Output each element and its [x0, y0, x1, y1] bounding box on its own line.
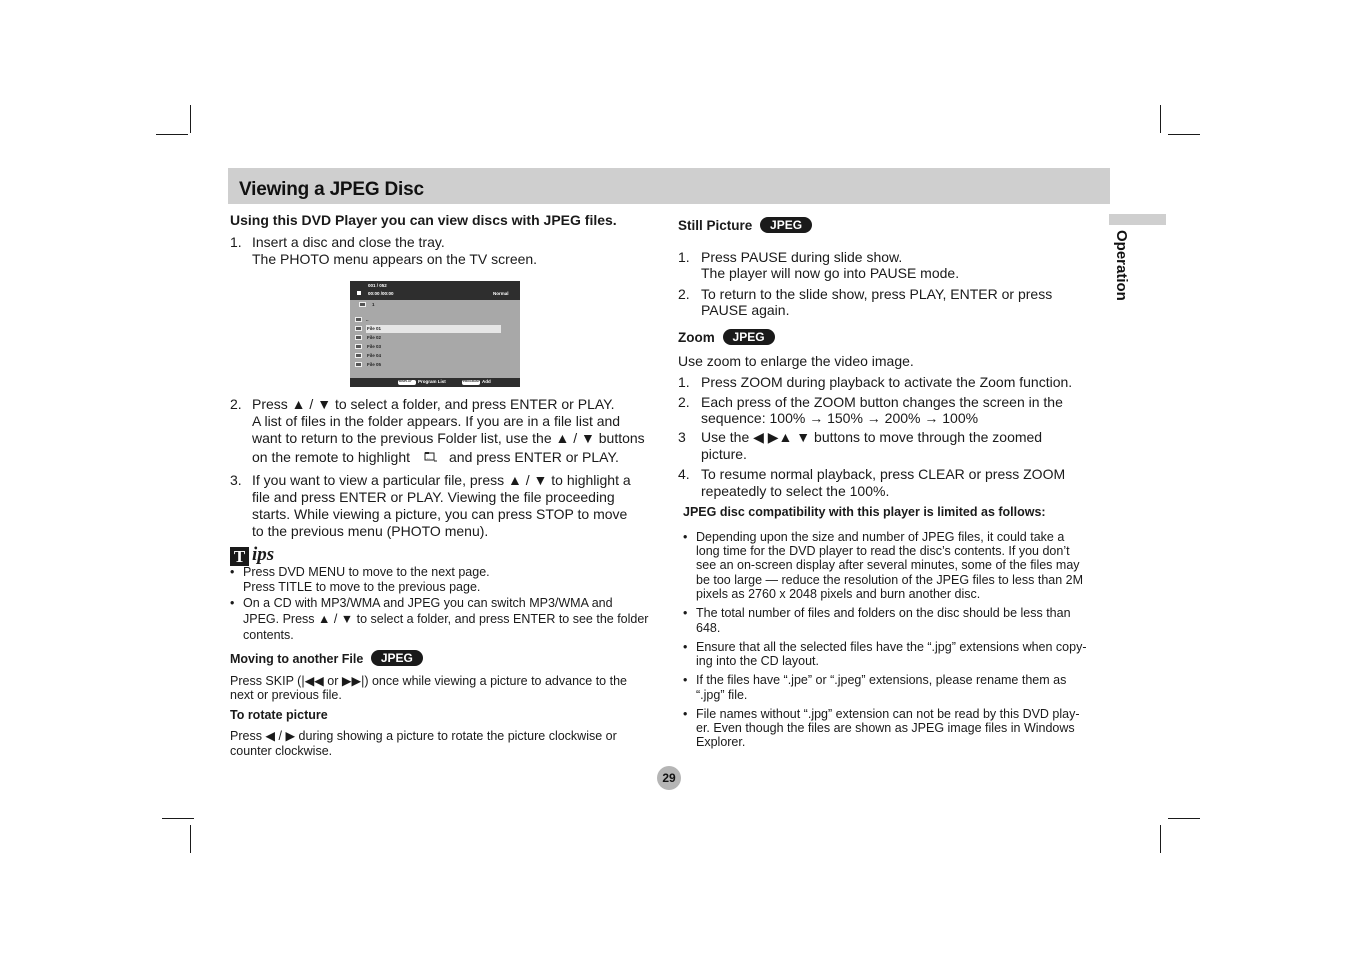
step-text: The PHOTO menu appears on the TV screen.	[252, 251, 538, 267]
step-text: starts. While viewing a picture, you can press STOP to move	[252, 506, 628, 522]
display-key-label: DISPLAY	[399, 379, 412, 383]
step-text: Each press of the ZOOM button changes the screen in the	[701, 394, 1063, 410]
osd-counter: 001 / 052	[368, 283, 387, 288]
compat-text: long time for the DVD player to read the disc’s contents. If you don’t	[696, 544, 1070, 558]
osd-mode: Normal	[493, 291, 509, 296]
osd-file[interactable]: File 01	[367, 326, 382, 331]
compat-text: Ensure that all the selected files have the “.jpg” extensions when copy-	[696, 640, 1087, 654]
tips-logo: T	[230, 547, 249, 566]
jpeg-badge: JPEG	[760, 217, 812, 233]
crop-mark	[1168, 134, 1200, 135]
osd-file[interactable]: File 03	[367, 344, 382, 349]
tip-text: Press TITLE to move to the previous page.	[243, 580, 481, 594]
compat-text: The total number of files and folders on the disc should be less than	[696, 606, 1071, 620]
step-number: 1.	[678, 374, 690, 390]
program-key-label: PROGRAM	[463, 379, 479, 383]
page-title: Viewing a JPEG Disc	[239, 179, 424, 200]
step-text: and press ENTER or PLAY.	[449, 449, 619, 465]
compat-text: 648.	[696, 621, 721, 635]
step-text: Press PAUSE during slide show.	[701, 249, 903, 265]
osd-file[interactable]: File 05	[367, 362, 382, 367]
step-text: to the previous menu (PHOTO menu).	[252, 523, 489, 539]
tip-text: Press DVD MENU to move to the next page.	[243, 565, 490, 579]
parent-folder-icon	[424, 451, 438, 463]
tips-heading: ips	[252, 544, 275, 565]
jpeg-file-icon	[355, 335, 362, 340]
compat-text: Depending upon the size and number of JPEG files, it could take a	[696, 530, 1065, 544]
jpeg-badge: JPEG	[371, 650, 423, 666]
side-tab-marker	[1109, 214, 1166, 225]
step-text: want to return to the previous Folder list, use the ▲ / ▼ buttons	[252, 430, 645, 446]
step-text: picture.	[701, 446, 747, 462]
osd-folder: 1	[372, 302, 375, 307]
step-text: If you want to view a particular file, press ▲ / ▼ to highlight a	[252, 472, 631, 488]
step-text: To resume normal playback, press CLEAR or press ZOOM	[701, 466, 1066, 482]
tip-text: contents.	[243, 628, 294, 642]
compat-text: pixels as 2760 x 2048 pixels and burn another disc.	[696, 587, 981, 601]
intro-text: Using this DVD Player you can view discs with JPEG files.	[230, 212, 617, 228]
body-text: Press ◀ / ▶ during showing a picture to rotate the picture clockwise or	[230, 729, 617, 743]
bullet: •	[683, 673, 688, 687]
svg-text:..: ..	[427, 455, 430, 461]
step-text: Press ▲ / ▼ to select a folder, and press ENTER or PLAY.	[252, 396, 615, 412]
step-text: file and press ENTER or PLAY. Viewing the file proceeding	[252, 489, 615, 505]
step-number: 1.	[678, 249, 690, 265]
body-text: counter clockwise.	[230, 744, 333, 758]
section-heading: Moving to another File JPEG	[230, 649, 423, 669]
jpeg-file-icon	[355, 344, 362, 349]
jpeg-file-icon	[355, 326, 362, 331]
photo-menu-screenshot	[350, 281, 520, 387]
compat-text: ing into the CD layout.	[696, 654, 819, 668]
step-number: 1.	[230, 234, 242, 250]
step-text: Insert a disc and close the tray.	[252, 234, 445, 250]
step-text: repeatedly to select the 100%.	[701, 483, 890, 499]
tip-text: JPEG. Press ▲ / ▼ to select a folder, and press ENTER to see the folder	[243, 612, 649, 626]
crop-mark	[1160, 105, 1161, 133]
compat-text: Explorer.	[696, 735, 746, 749]
body-text: Use zoom to enlarge the video image.	[678, 353, 914, 369]
jpeg-file-icon	[355, 353, 362, 358]
page-number: 29	[657, 766, 681, 790]
osd-add: Add	[482, 378, 491, 384]
step-text: A list of files in the folder appears. If you are in a file list and	[252, 413, 621, 429]
compat-text: see an on-screen display after several minutes, some of the files may	[696, 558, 1080, 572]
step-text: The player will now go into PAUSE mode.	[701, 265, 960, 281]
bullet: •	[230, 565, 235, 579]
compat-text: If the files have “.jpe” or “.jpeg” extensions, please rename them as	[696, 673, 1067, 687]
step-number: 3	[678, 429, 686, 445]
bullet: •	[683, 530, 688, 544]
side-tab-label: Operation	[1113, 230, 1130, 301]
jpeg-file-icon	[355, 362, 362, 367]
step-number: 3.	[230, 472, 242, 488]
step-number: 4.	[678, 466, 690, 482]
step-text: sequence: 100% → 150% → 200% → 100%	[701, 410, 979, 426]
step-number: 2.	[230, 396, 242, 412]
bullet: •	[683, 606, 688, 620]
step-text: PAUSE again.	[701, 302, 790, 318]
osd-time: 00:00 /00:00	[368, 291, 394, 296]
step-number: 2.	[678, 394, 690, 410]
crop-mark	[156, 134, 188, 135]
step-text: on the remote to highlight	[252, 449, 410, 465]
crop-mark	[1168, 818, 1200, 819]
folder-icon	[359, 302, 366, 307]
parent-folder-icon	[355, 317, 362, 322]
compat-heading: JPEG disc compatibility with this player is limited as follows:	[683, 505, 1046, 519]
section-heading: Zoom JPEG	[678, 328, 775, 348]
step-number: 2.	[678, 286, 690, 302]
bullet: •	[683, 707, 688, 721]
title-bar	[228, 168, 1110, 204]
bullet: •	[230, 596, 235, 610]
tip-text: On a CD with MP3/WMA and JPEG you can switch MP3/WMA and	[243, 596, 613, 610]
bullet: •	[683, 640, 688, 654]
osd-parent: ..	[366, 317, 369, 322]
osd-highlight	[366, 325, 501, 333]
compat-text: er. Even though the files are shown as JPEG image files in Windows	[696, 721, 1075, 735]
step-text: Use the ◀ ▶▲ ▼ buttons to move through the zoomed	[701, 429, 1043, 445]
osd-file[interactable]: File 04	[367, 353, 382, 358]
osd-program-list: Program List	[418, 378, 446, 384]
section-heading: Still Picture JPEG	[678, 216, 812, 236]
body-text: Press SKIP (|◀◀ or ▶▶|) once while viewing a picture to advance to the	[230, 674, 627, 688]
step-text: To return to the slide show, press PLAY, ENTER or press	[701, 286, 1053, 302]
step-text: Press ZOOM during playback to activate the Zoom function.	[701, 374, 1073, 390]
compat-text: File names without “.jpg” extension can not be read by this DVD play-	[696, 707, 1080, 721]
jpeg-badge: JPEG	[723, 329, 775, 345]
crop-mark	[162, 818, 194, 819]
stop-icon	[357, 291, 361, 295]
crop-mark	[1160, 825, 1161, 853]
compat-text: “.jpg” file.	[696, 688, 748, 702]
compat-text: be too large — reduce the resolution of the JPEG files to less than 2M	[696, 573, 1084, 587]
crop-mark	[190, 105, 191, 133]
crop-mark	[190, 825, 191, 853]
osd-file[interactable]: File 02	[367, 335, 382, 340]
section-heading: To rotate picture	[230, 708, 328, 722]
body-text: next or previous file.	[230, 688, 342, 702]
